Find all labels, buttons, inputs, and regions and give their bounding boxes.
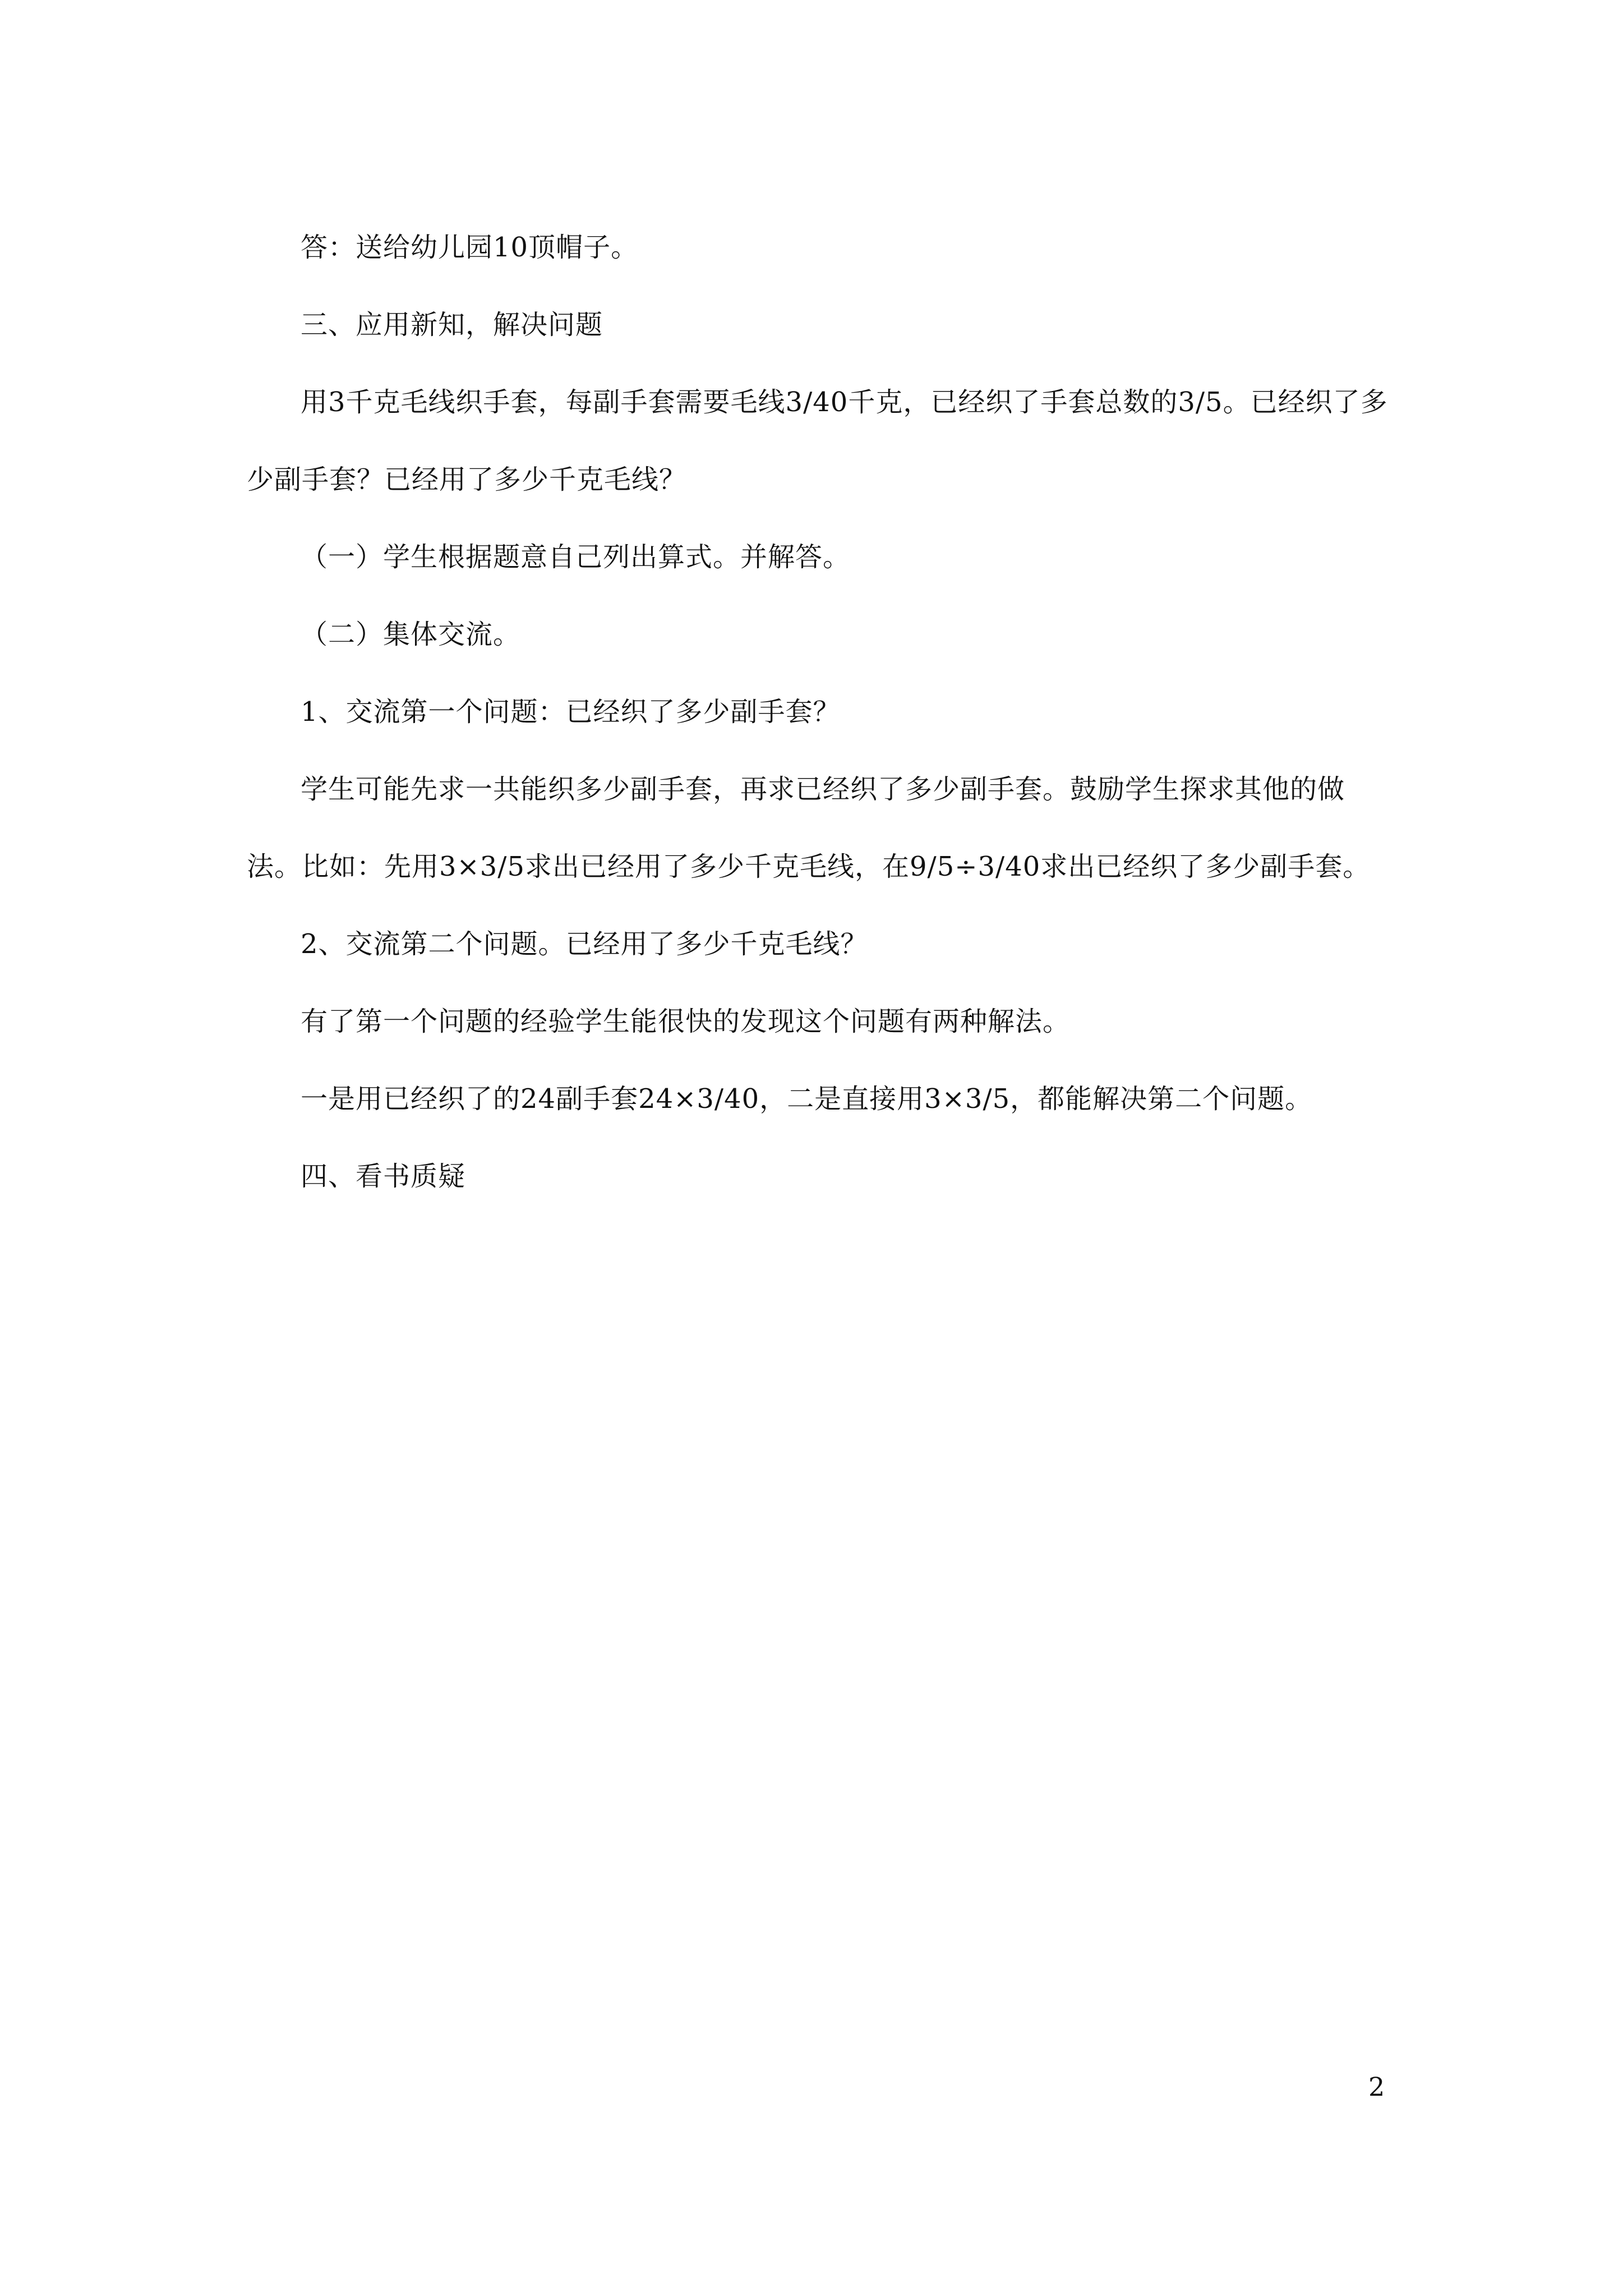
question-two-heading: 2、交流第二个问题。已经用了多少千克毛线？ [301,928,868,960]
step-one-student-work: （一）学生根据题意自己列出算式。并解答。 [301,541,851,573]
problem-statement: 用3千克毛线织手套，每副手套需要毛线3/40千克，已经织了手套总数的3/5。已经织了多少副手套？已经用了多少千克毛线？ [247,386,1388,495]
question-one-explanation: 学生可能先求一共能织多少副手套，再求已经织了多少副手套。鼓励学生探求其他的做法。比如：先用3×3/5求出已经用了多少千克毛线，在9/5÷3/40求出已经织了多少副手套。 [247,774,1371,882]
page-number: 2 [1368,2072,1385,2102]
step-two-group-discussion: （二）集体交流。 [301,619,521,650]
section-heading-review: 四、看书质疑 [301,1161,466,1192]
question-two-intro: 有了第一个问题的经验学生能很快的发现这个问题有两种解法。 [301,1006,1071,1037]
question-one-heading: 1、交流第一个问题：已经织了多少副手套？ [301,696,841,728]
question-two-solutions: 一是用已经织了的24副手套24×3/40，二是直接用3×3/5，都能解决第二个问题。 [301,1083,1313,1115]
document-body [247,209,1391,1215]
section-heading-apply: 三、应用新知，解决问题 [301,309,603,341]
answer-line: 答：送给幼儿园10顶帽子。 [301,232,639,263]
